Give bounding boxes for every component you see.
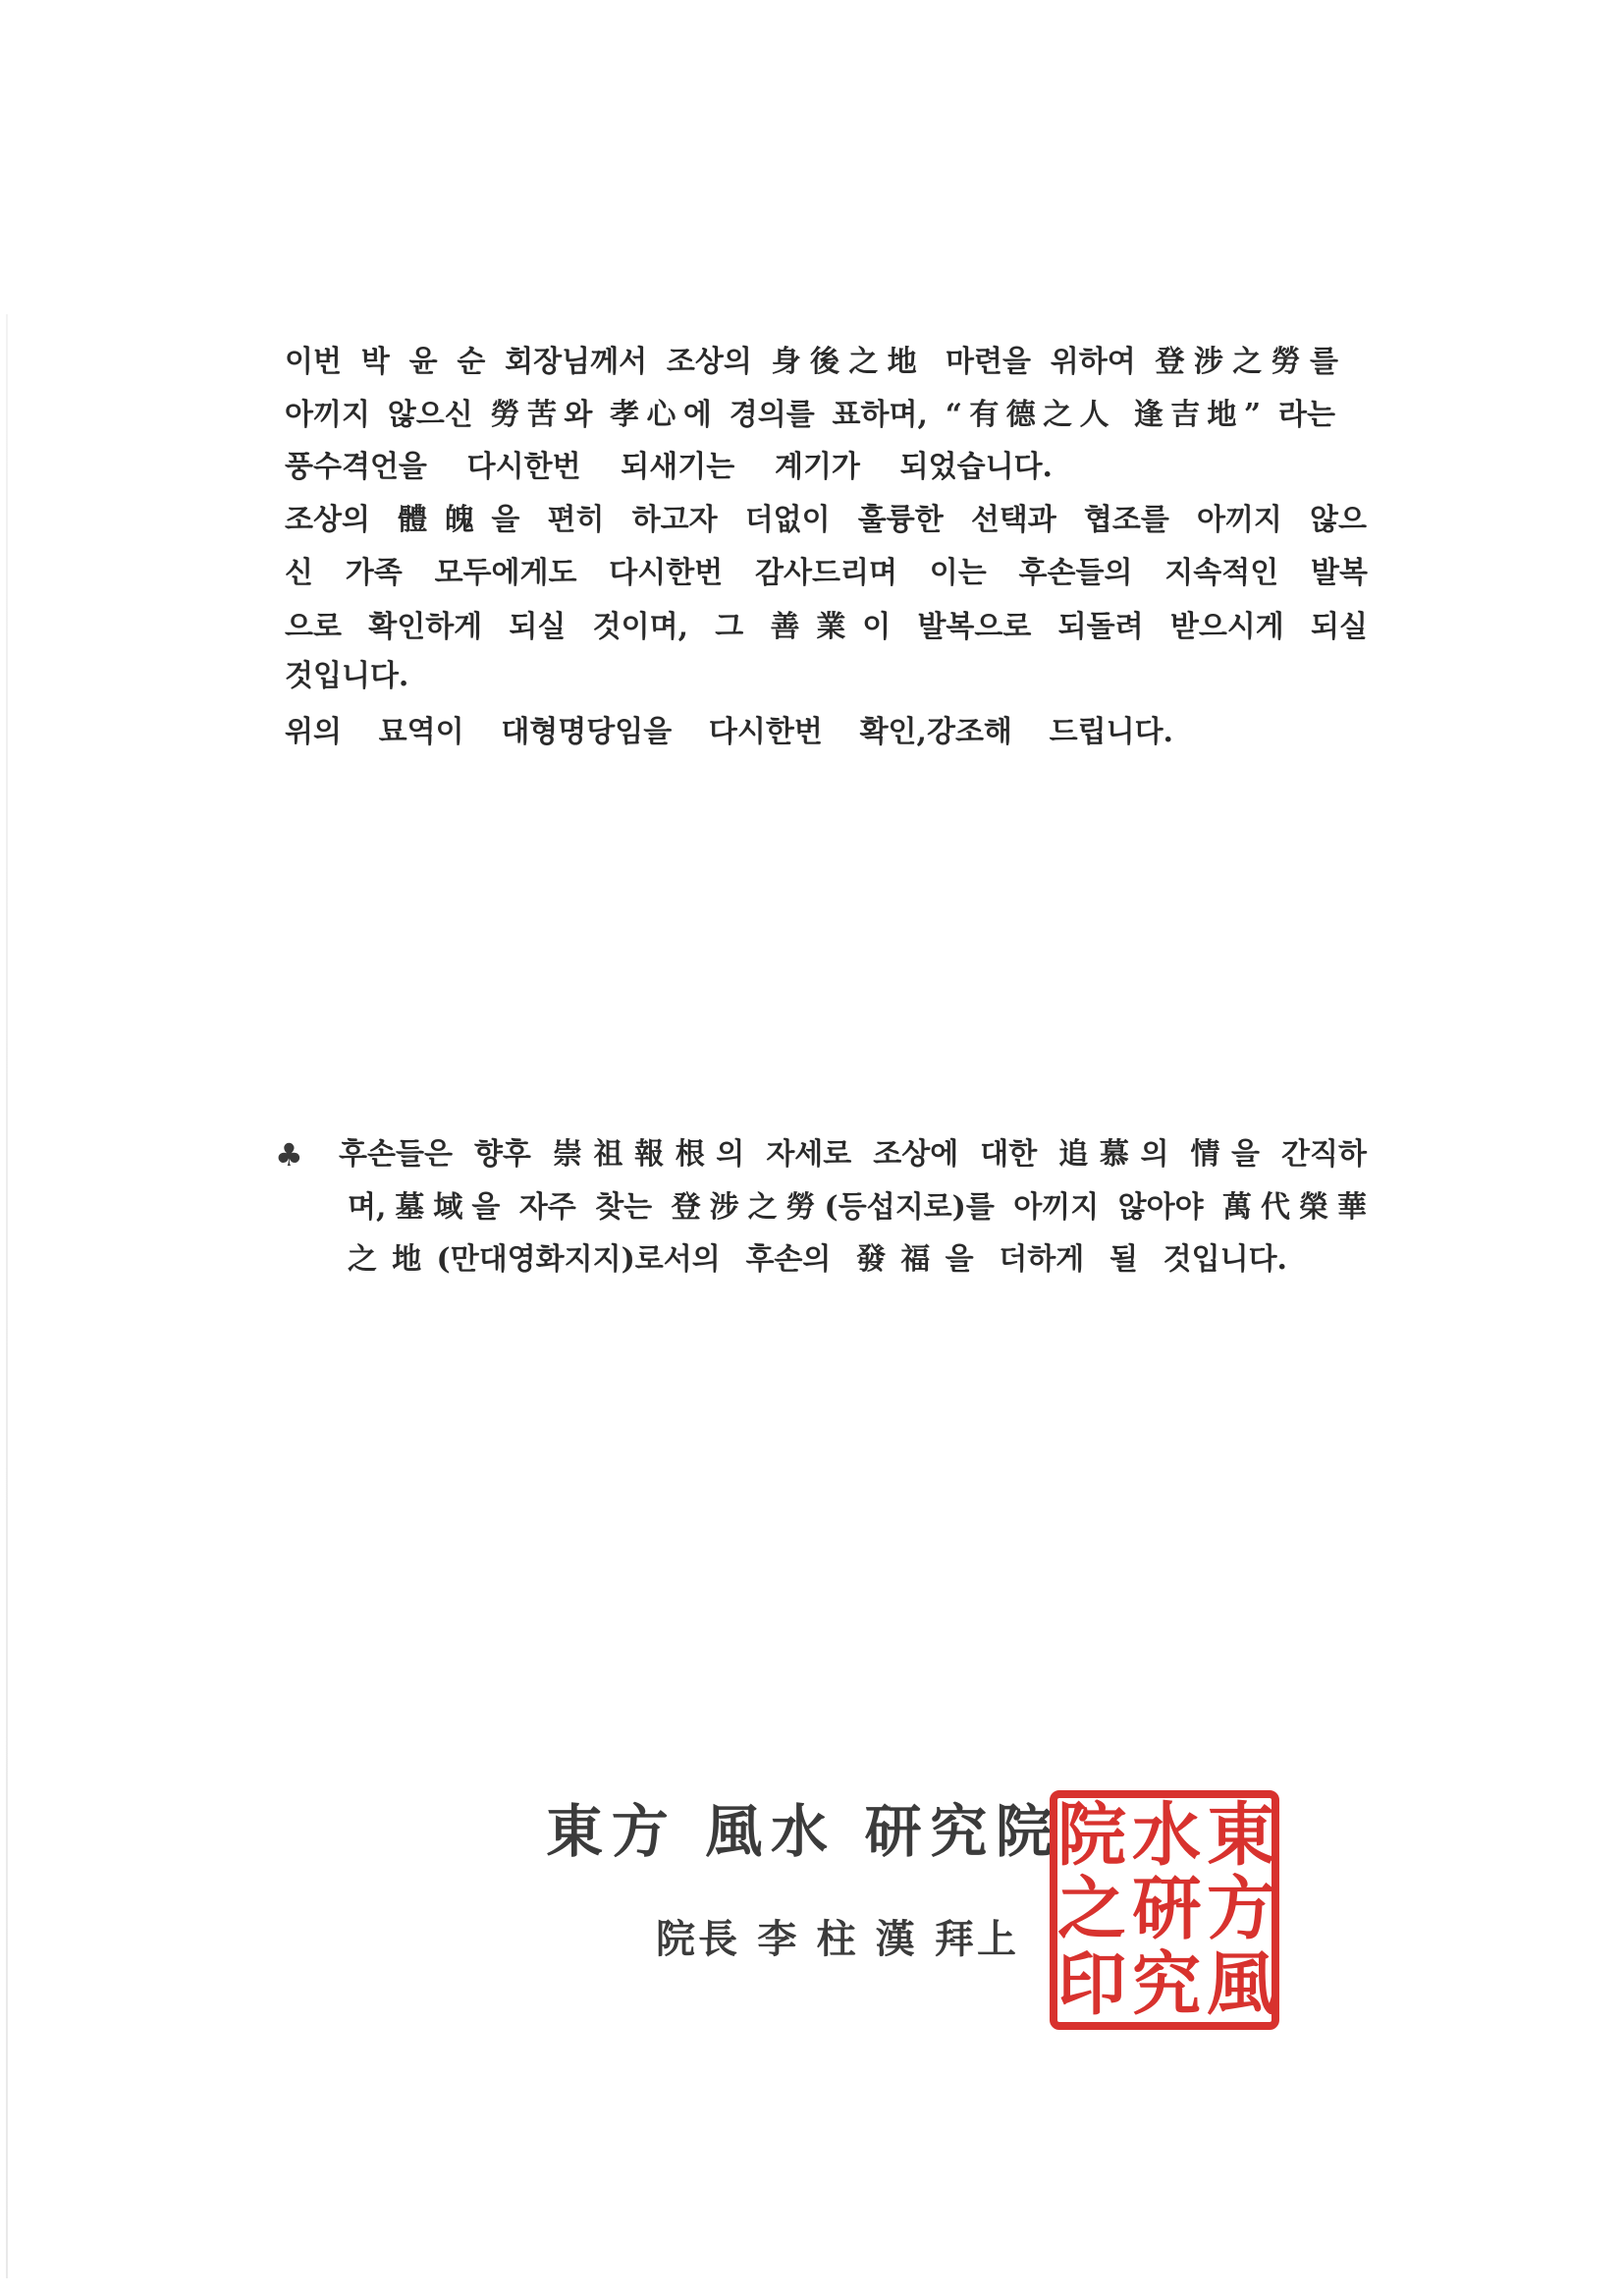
note-line: 며,墓域을 자주 찾는 登涉之勞(등섭지로)를 아끼지 않아야 萬代榮華 xyxy=(348,1190,1367,1225)
club-bullet-icon: ♣ xyxy=(275,1136,303,1174)
letter-line: 풍수격언을 다시한번 되새기는 계기가 되었습니다. xyxy=(285,450,1053,484)
letter-line: 조상의 體魄을 편히 하고자 더없이 훌륭한 선택과 협조를 아끼지 않으 xyxy=(285,503,1367,537)
letter-line: 이번 박 윤 순 회장님께서 조상의 身後之地 마련을 위하여 登涉之勞를 xyxy=(285,345,1338,379)
note-line: 之地(만대영화지지)로서의 후손의 發福을 더하게 될 것입니다. xyxy=(348,1242,1287,1277)
seal-character: 水 xyxy=(1132,1793,1201,1876)
seal-character: 院 xyxy=(1057,1793,1126,1876)
letter-line: 아끼지 않으신 勞苦와 孝心에 경의를 표하며, “有德之人 逢吉地” 라는 xyxy=(285,398,1335,432)
seal-character: 究 xyxy=(1132,1942,1201,2025)
red-seal-stamp xyxy=(1049,1789,1280,2031)
seal-character: 東 xyxy=(1207,1793,1275,1876)
letter-line: 것입니다. xyxy=(285,659,409,693)
seal-character: 硏 xyxy=(1132,1867,1201,1949)
seal-character: 印 xyxy=(1057,1942,1126,2025)
institute-name: 東方 風水 研究院 xyxy=(546,1798,1053,1865)
signer-line: 院長 李 柱 漢 拜上 xyxy=(656,1916,1016,1962)
seal-character: 風 xyxy=(1207,1942,1275,2025)
seal-character: 方 xyxy=(1207,1867,1275,1949)
letter-line: 신 가족 모두에게도 다시한번 감사드리며 이는 후손들의 지속적인 발복 xyxy=(285,556,1368,590)
letter-line: 위의 묘역이 대형명당임을 다시한번 확인,강조해 드립니다. xyxy=(285,715,1173,749)
note-line: 후손들은 향후 崇祖報根의 자세로 조상에 대한 追慕의 情을 간직하 xyxy=(339,1137,1367,1172)
scan-edge-shadow xyxy=(6,314,8,2278)
seal-character: 之 xyxy=(1057,1867,1126,1949)
letter-line: 으로 확인하게 되실 것이며, 그 善業이 발복으로 되돌려 받으시게 되실 xyxy=(285,610,1368,644)
